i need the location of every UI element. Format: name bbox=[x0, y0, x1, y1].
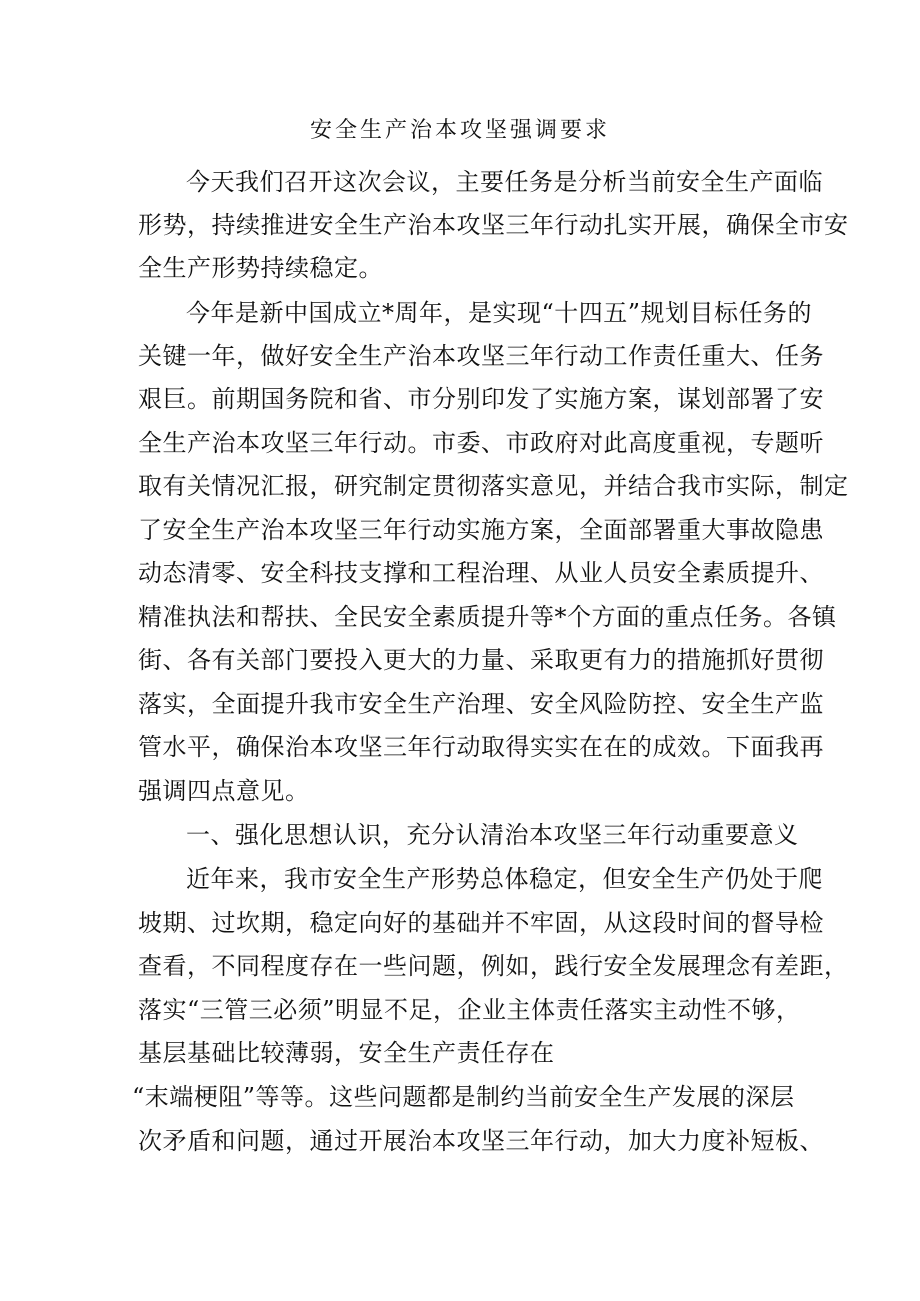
paragraph-line: 街、各有关部门要投入更大的力量、采取更有力的措施抓好贯彻 bbox=[138, 646, 824, 674]
paragraph-line: 查看，不同程度存在一些问题，例如，践行安全发展理念有差距， bbox=[138, 952, 849, 980]
paragraph-line: 近年来，我市安全生产形势总体稳定，但安全生产仍处于爬 bbox=[186, 865, 823, 893]
paragraph-line: 基层基础比较薄弱，安全生产责任存在 bbox=[138, 1039, 555, 1067]
paragraph-line: 今年是新中国成立*周年，是实现“十四五”规划目标任务的 bbox=[186, 299, 813, 327]
section-heading: 一、强化思想认识，充分认清治本攻坚三年行动重要意义 bbox=[186, 821, 799, 849]
paragraph-line: 艰巨。前期国务院和省、市分别印发了实施方案，谋划部署了安 bbox=[138, 385, 824, 413]
paragraph-line: 了安全生产治本攻坚三年行动实施方案，全面部署重大事故隐患 bbox=[138, 516, 824, 544]
paragraph-line: 落实“三管三必须”明显不足，企业主体责任落实主动性不够， bbox=[138, 996, 801, 1024]
paragraph-line: 形势，持续推进安全生产治本攻坚三年行动扎实开展，确保全市安 bbox=[138, 211, 849, 239]
paragraph-line: 全生产形势持续稳定。 bbox=[138, 254, 383, 282]
paragraph-line: 取有关情况汇报，研究制定贯彻落实意见，并结合我市实际，制定 bbox=[138, 472, 849, 500]
document-title: 安全生产治本攻坚强调要求 bbox=[309, 118, 610, 143]
paragraph-line: 落实，全面提升我市安全生产治理、安全风险防控、安全生产监 bbox=[138, 690, 824, 718]
paragraph-line: 管水平，确保治本攻坚三年行动取得实实在在的成效。下面我再 bbox=[138, 733, 824, 761]
paragraph-line: 坡期、过坎期，稳定向好的基础并不牢固，从这段时间的督导检 bbox=[138, 909, 824, 937]
paragraph-line: 关键一年，做好安全生产治本攻坚三年行动工作责任重大、任务 bbox=[138, 342, 824, 370]
paragraph-line: 精准执法和帮扶、全民安全素质提升等*个方面的重点任务。各镇 bbox=[138, 603, 837, 631]
paragraph-line: 全生产治本攻坚三年行动。市委、市政府对此高度重视，专题听 bbox=[138, 429, 824, 457]
paragraph-line: 动态清零、安全科技支撑和工程治理、从业人员安全素质提升、 bbox=[138, 559, 824, 587]
paragraph-line: “末端梗阻”等等。这些问题都是制约当前安全生产发展的深层 bbox=[132, 1083, 795, 1111]
paragraph-line: 今天我们召开这次会议，主要任务是分析当前安全生产面临 bbox=[186, 168, 823, 196]
paragraph-line: 强调四点意见。 bbox=[138, 777, 310, 805]
paragraph-line: 次矛盾和问题，通过开展治本攻坚三年行动，加大力度补短板、 bbox=[138, 1127, 824, 1155]
